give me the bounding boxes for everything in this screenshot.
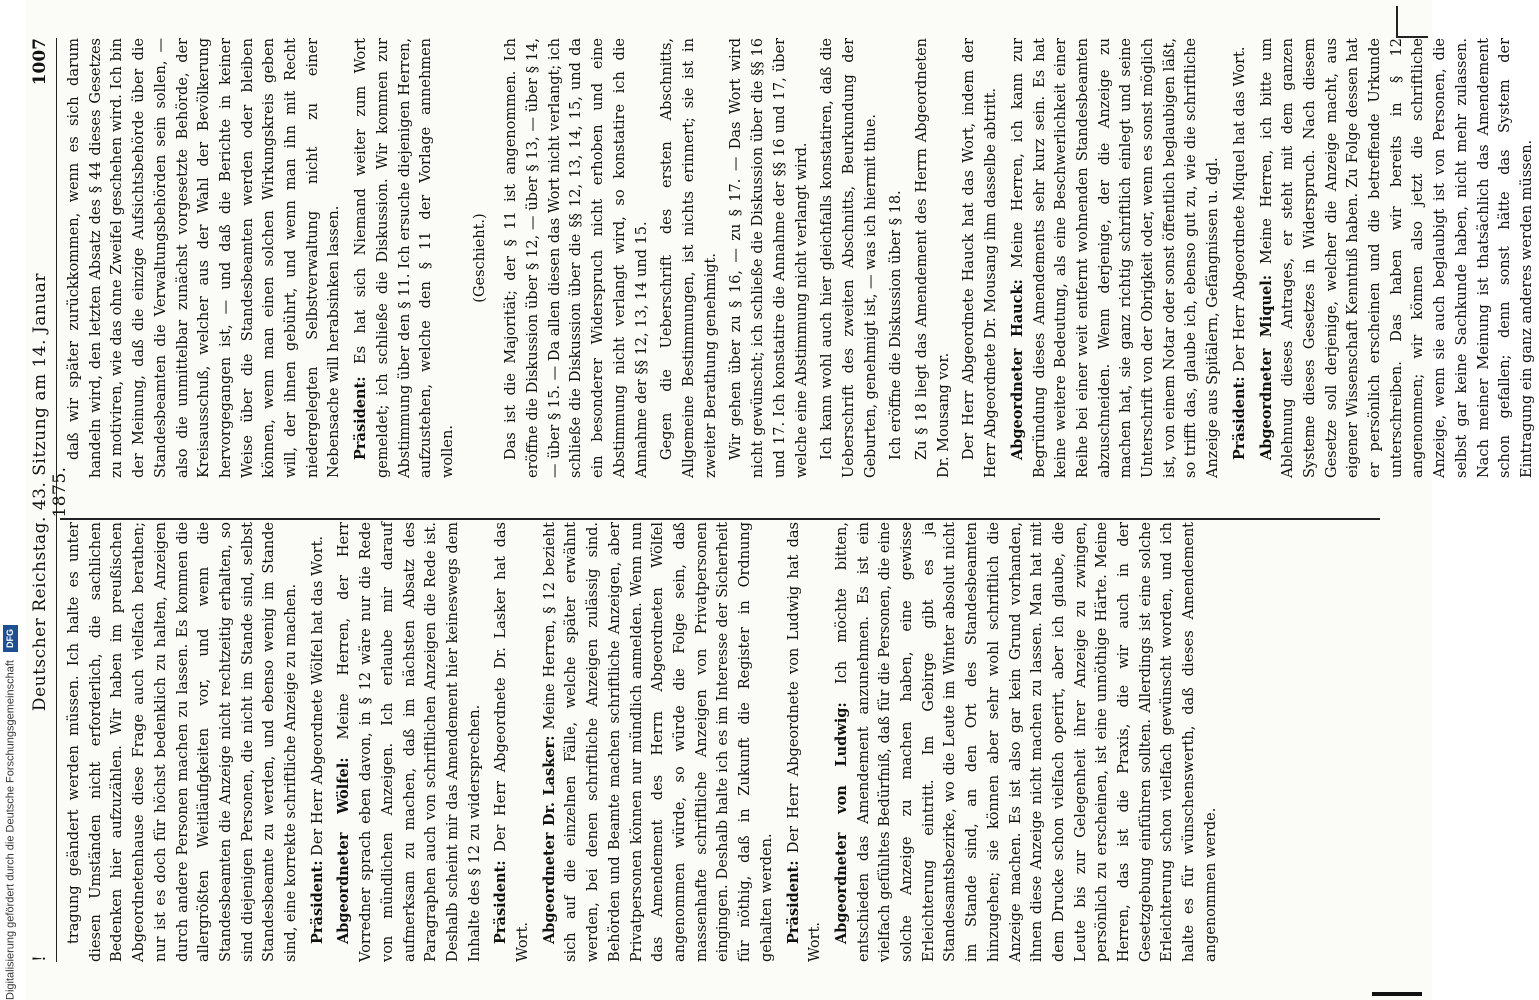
paragraph-text: Der Herr Abgeordnete Miquel hat das Wort.: [1231, 46, 1248, 372]
paragraph: [1229, 38, 1252, 478]
paragraph-text: Der Herr Abgeordnete Hauck hat das Wort, indem der Herr Abgeordnete Dr. Mousang ihm dasselbe abtritt.: [961, 38, 1000, 478]
paragraph-text: Gegen die Ueberschrift des ersten Abschnitts, Allgemeine Bestimmungen, ist nichts erinnert; sie ist in zweiter Berathung genehmigt.: [659, 38, 719, 478]
paragraph-text: Meine Herren, § 12 bezieht sich auf die einzelnen Fälle, welche später erwähnt werden, bei denen schriftliche Anzeigen zulässig sind. Behörden und Beamte machen schriftliche Anzeigen, aber Privatpersonen können nur mündlich anmelden. Wenn nun das Amendement des Herrn Abgeordneten Wölfel angenommen würde, so würde die Folge sein, daß massenhafte schriftliche Anzeigen von Privatpersonen eingingen. Deshalb halte ich es im Interesse der Sicherheit für nöthig, daß in Zukunft die Register in Ordnung gehalten werden.: [541, 522, 775, 962]
speaker-name: Abgeordneter Miquel:: [1257, 274, 1275, 460]
paragraph: [539, 522, 779, 962]
paragraph-text: Meine Herren, ich bitte um Ablehnung dieses Antrages, er steht mit dem ganzen Systeme dieses Gesetzes in Widerspruch. Nach diesem Gesetze soll derjenige, welcher die Anzeige macht, aus eigener Wissenschaft Kenntniß haben. Zu Folge dessen hat er persönlich erscheinen und die betreffende Urkunde unterschreiben. Das haben wir bereits in § 12 angenommen; wir können also jetzt die schriftliche Anzeige, wenn sie auch beglaubigt ist von Personen, die selbst gar keine Sachkunde haben, nicht mehr zulassen. Nach meiner Meinung ist thatsächlich das Amendement schon gefallen; denn sonst hätte das System der Eintragung ein ganz anderes werden müssen.: [1258, 38, 1535, 478]
paragraph-text: Ich eröffne die Diskussion über § 18.: [888, 190, 905, 460]
paragraph: [959, 38, 1002, 478]
column-divider: [60, 519, 1380, 521]
text-column-right: [64, 37, 1535, 478]
speaker-name: Präsident:: [492, 860, 510, 944]
paragraph: [783, 522, 827, 962]
speaker-name: Abgeordneter Wölfel:: [335, 757, 353, 944]
paragraph-text: Ich möchte bitten, entschieden das Amendement anzunehmen. Es ist ein vielfach gefühltes Bedürfniß, daß für die Personen, die eine solche Anzeige zu machen haben, eine gewisse Erleichterung eintritt. Im Gebirge gibt es ja Standesamtsbezirke, wo die Leute im Winter absolut nicht im Stande sind, an den Ort des Standesbeamten hinzugehen; sie können aber sehr wohl schriftlich die Anzeige machen. Es ist also gar kein Grund vorhanden, ihnen diese Anzeige nicht machen zu lassen. Man hat mit dem Drucke schon vielfach operirt, aber ich glaube, die Leute bis zur Gelegenheit ihrer Anzeige zu zwingen, persönlich zu erscheinen, ist eine unnöthige Härte. Meine Herren, das ist die Praxis, die wir auch in der Gesetzgebung einführen sollten. Allerdings ist eine solche Erleichterung schon vielfach gewünscht worden, und ich halte es für wünschenswerth, daß dieses Amendement angenommen werde.: [833, 522, 1219, 962]
speaker-name: Präsident:: [1230, 376, 1248, 460]
paragraph-text: Zu § 18 liegt das Amendement des Herrn Abgeordneten Dr. Mousang vor.: [914, 38, 952, 478]
paragraph: [307, 522, 330, 962]
paragraph-text: (Geschieht.): [471, 213, 488, 303]
paragraph: [1256, 38, 1539, 478]
paragraph: [886, 38, 908, 478]
paragraph-text: Ich kann wohl auch hier gleichfalls konstatiren, daß die Ueberschrift des zweiten Abschnitts, Beurkundung der Geburten, genehmigt ist, — was ich hiermit thue.: [819, 38, 879, 478]
paragraph: [501, 38, 653, 478]
paragraph-text: Der Herr Abgeordnete von Ludwig hat das Wort.: [785, 522, 824, 962]
paragraph: [333, 522, 486, 962]
speaker-name: Abgeordneter Hauck:: [1008, 279, 1026, 460]
speaker-name: Abgeordneter Dr. Lasker:: [540, 735, 558, 944]
paragraph-text: Meine Herren, ich kann zur Begründung dieses Amendements sehr kurz sein. Es hat keine weitere Bedeutung, als eine Beschwerlichkeit einer Reihe bei einer weit entfernt wohnenden Standesbeamten abzuschneiden. Wenn derjenige, der die Anzeige zu machen hat, sie ganz richtig schriftlich einlegt und seine Unterschrift von der Obrigkeit oder, wenn es sonst möglich ist, von einem Notar oder sonst öffentlich beglaubigen läßt, so trifft das, glaube ich, ebenso gut zu, wie die schriftliche Anzeige aus Spitälern, Gefängnissen u. dgl.: [1009, 37, 1222, 478]
paragraph-text: daß wir später zurückkommen, wenn es sich darum handeln wird, den letzten Absatz des § 44 dieses Gesetzes zu motiviren, wie das ohne Zweifel geschehen wird. Ich bin der Meinung, daß die einzige Aufsichtsbehörde über die Standesbeamten die Verwaltungsbehörden sein sollen, — also die unmittelbar zunächst vorgesetzte Behörde, der Kreisausschuß, welcher aus der Wahl der Bevölkerung hervorgegangen ist, — und daß die Berichte in keiner Weise über die Standesbeamten werden oder bleiben können, wenn man einen solchen Wirkungskreis geben will, der ihnen gebührt, und wenn man ihn mit Recht niedergelegten Selbstverwaltung nicht zu einer Nebensache will herabsinken lassen.: [66, 38, 343, 478]
dfg-logo: DFG: [3, 625, 18, 652]
crop-mark: [1396, 6, 1428, 38]
paragraph: [726, 38, 813, 478]
text-column-left: [64, 522, 1374, 962]
paragraph: [64, 522, 303, 962]
paragraph: [831, 522, 1223, 962]
speaker-name: Abgeordneter von Ludwig:: [832, 702, 850, 944]
page-header: [28, 38, 70, 962]
paragraph: [64, 38, 346, 478]
speaker-name: Präsident:: [308, 860, 326, 944]
running-title: Deutscher Reichstag. 43. Sitzung am 14. Januar 1875.: [30, 272, 70, 712]
paragraph: [657, 38, 722, 478]
header-left-mark: !: [30, 954, 50, 962]
credit-text: Digitalisierung gefördert durch die Deutsche Forschungsgemeinschaft: [4, 660, 17, 1000]
paragraph-text: Meine Herren, der Herr Vorredner sprach eben davon, in § 12 wäre nur die Rede von mündlichen Anzeigen. Ich erlaube mir darauf aufmerksam zu machen, daß im nächsten Absatz des Paragraphen auch von schriftlichen Anzeigen die Rede ist. Deshalb scheint mir das Amendement hier keineswegs dem Inhalte des § 12 zu widersprechen.: [336, 522, 483, 962]
paragraph: [912, 38, 955, 478]
paragraph-text: tragung geändert werden müssen. Ich halte es unter diesen Umständen nicht erforderlich, die sachlichen Bedenken hier aufzuzählen. Wir haben im preußischen Abgeordnetenhause diese Frage auch vielfach berathen; nur ist es doch für höchst bedenklich zu halten, Anzeigen durch andere Personen machen zu lassen. Es kommen die allergrößten Weitläufigkeiten vor, und wenn die Standesbeamten die Anzeige nicht rechtzeitig erhalten, so sind diejenigen Personen, die nicht im Stande sind, selbst Standesbeamte zu werden, und ebenso wenig im Stande sind, eine korrekte schriftliche Anzeige zu machen.: [66, 522, 300, 962]
paragraph-text: Der Herr Abgeordnete Wölfel hat das Wort.: [309, 535, 326, 856]
speaker-name: Präsident:: [784, 860, 802, 944]
paragraph-text: Es hat sich Niemand weiter zum Wort gemeldet; ich schließe die Diskussion. Wir kommen zur Abstimmung über den § 11. Ich ersuche diejenigen Herren, aufzustehen, welche den § 11 der Vorlage annehmen wollen.: [353, 38, 456, 478]
paragraph-text: Der Herr Abgeordnete Dr. Lasker hat das Wort.: [493, 522, 532, 962]
paragraph-text: Das ist die Majorität; der § 11 ist angenommen. Ich eröffne die Diskussion über § 12, — über § 13, — über § 14, — über § 15. — Da allen diesen das Wort nicht verlangt; ich schließe die Diskussion über die §§ 12, 13, 14, 15, und da ein besonderer Widerspruch nicht erhoben und eine Abstimmung nicht verlangt wird, so konstatire ich die Annahme der §§ 12, 13, 14 und 15.: [503, 38, 650, 478]
page-number: 1007: [30, 38, 50, 86]
paragraph: [470, 38, 492, 478]
paragraph: [817, 38, 882, 478]
paragraph: [1007, 38, 1225, 478]
paragraph-text: Wir gehen über zu § 16, — zu § 17. — Das Wort wird nicht gewünscht; ich schließe die Diskussion über die §§ 16 und 17. Ich konstatire die Annahme der §§ 16 und 17, über welche eine Abstimmung nicht verlangt wird.: [728, 38, 810, 478]
speaker-name: Präsident:: [352, 376, 370, 460]
paragraph: [490, 522, 534, 962]
scan-bar: [1372, 992, 1422, 996]
paragraph: [350, 38, 460, 478]
digitization-credit: [3, 40, 23, 1000]
